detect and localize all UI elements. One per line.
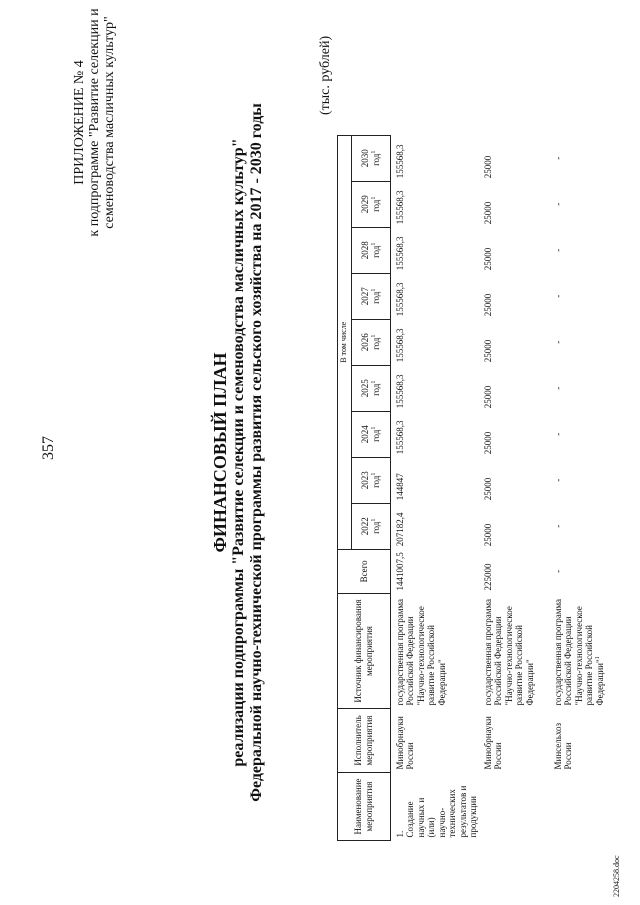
cell-year-value: 25000	[482, 477, 493, 501]
year-label: 2029	[360, 195, 370, 214]
footnote-mark: 1	[370, 288, 377, 292]
header-year	[351, 457, 390, 503]
year-label: 2026	[360, 333, 370, 352]
cell-year-value: -	[552, 432, 563, 436]
footnote-mark: 1	[370, 334, 377, 338]
appendix-note	[72, 0, 117, 245]
appendix-line1: ПРИЛОЖЕНИЕ № 4	[72, 60, 87, 185]
cell-year-value: 207182,4	[394, 512, 405, 547]
year-label: 2030	[360, 149, 370, 168]
cell-year-value: 155568,3	[394, 328, 405, 363]
header-year	[351, 227, 390, 273]
cell-year-value: -	[552, 524, 563, 528]
source-text: государственная программа Российской Федерации "Научно-технологическое развитие Российской Федерации"	[394, 598, 447, 706]
cell-executor: Минсельхоз России	[552, 722, 573, 770]
header-source: Источник финансирования мероприятия	[338, 594, 391, 709]
cell-year-value: 25000	[482, 293, 493, 317]
table-row	[481, 135, 551, 840]
year-suffix: год	[370, 521, 381, 534]
page-number: 357	[40, 436, 57, 460]
table-row	[551, 135, 621, 840]
cell-name	[390, 773, 481, 841]
year-suffix: год	[370, 291, 381, 304]
cell-year-value: -	[552, 386, 563, 390]
cell-year-value: 144847	[394, 473, 405, 501]
header-year	[351, 319, 390, 365]
year-suffix: год	[370, 475, 381, 488]
year-suffix: год	[370, 245, 381, 258]
footnote-mark: 1	[370, 196, 377, 200]
title-line2: реализации подпрограммы "Развитие селекции и семеноводства масличных культур"	[230, 138, 247, 767]
row-number: 1.	[394, 830, 405, 838]
cell-year-value: 155568,3	[394, 420, 405, 455]
cell-year-value: 25000	[482, 523, 493, 547]
row-name: Создание научных и (или) научно-технических результатов и продукции	[405, 785, 478, 838]
cell-year-value: -	[552, 248, 563, 252]
cell-year-value: -	[552, 294, 563, 298]
year-label: 2024	[360, 425, 370, 444]
cell-year-value: 25000	[482, 431, 493, 455]
header-year	[351, 365, 390, 411]
cell-executor: Минобрнауки России	[394, 716, 415, 770]
footnote-mark: 1	[370, 426, 377, 430]
footnote-mark: 1	[370, 150, 377, 154]
year-label: 2027	[360, 287, 370, 306]
header-including: В том числе	[338, 135, 352, 549]
cell-year-value: 155568,3	[394, 190, 405, 225]
cell-year-value: -	[552, 202, 563, 206]
cell-year-value: -	[552, 340, 563, 344]
header-executor: Исполнитель мероприятия	[338, 709, 391, 773]
cell-source	[481, 594, 551, 709]
footnote-mark: 1	[370, 380, 377, 384]
cell-year-value: 155568,3	[394, 144, 405, 179]
year-suffix: год	[370, 383, 381, 396]
year-suffix: год	[370, 199, 381, 212]
cell-year-value: 25000	[482, 201, 493, 225]
cell-name	[481, 773, 551, 841]
title-line3: Федеральной научно-технической программы развития сельского хозяйства на 2017 - 2030 годы	[248, 103, 265, 802]
document-title	[210, 0, 266, 905]
units-label: (тыс. рублей)	[318, 35, 333, 115]
year-label: 2028	[360, 241, 370, 260]
header-year	[351, 503, 390, 549]
header-year	[351, 273, 390, 319]
source-text: государственная программа Российской Федерации "Научно-технологическое развитие Российской Федерации"	[552, 598, 605, 706]
year-label: 2023	[360, 471, 370, 490]
cell-total: -	[552, 569, 563, 573]
cell-year-value: 155568,3	[394, 374, 405, 409]
header-year	[351, 181, 390, 227]
header-year	[351, 411, 390, 457]
year-suffix: год	[370, 429, 381, 442]
document-id: 2204258.doc	[612, 855, 621, 897]
cell-year-value: 25000	[482, 385, 493, 409]
footnote-mark: 1	[370, 242, 377, 246]
footnote-mark: 1	[370, 518, 377, 522]
footnote-mark: 1	[370, 472, 377, 476]
cell-year-value: 155568,3	[394, 282, 405, 317]
source-footnote: 1	[594, 656, 601, 660]
cell-executor: Минобрнауки России	[482, 716, 503, 770]
cell-total: 225000	[482, 563, 493, 591]
source-text: государственная программа Российской Федерации "Научно-технологическое развитие Российской Федерации"	[482, 598, 535, 706]
cell-source	[551, 594, 621, 709]
appendix-line3: семеноводства масличных культур"	[102, 16, 117, 229]
financial-plan-table	[337, 135, 621, 841]
header-total: Всего	[338, 549, 391, 593]
cell-total: 1441007,5	[394, 552, 405, 591]
year-label: 2022	[360, 517, 370, 536]
cell-name	[551, 773, 621, 841]
header-year	[351, 135, 390, 181]
cell-year-value: 25000	[482, 339, 493, 363]
cell-year-value: -	[552, 156, 563, 160]
header-name: Наименование мероприятия	[338, 773, 391, 841]
cell-year-value: 25000	[482, 247, 493, 271]
table-body	[390, 135, 621, 840]
year-label: 2025	[360, 379, 370, 398]
cell-year-value: -	[552, 478, 563, 482]
appendix-line2: к подпрограмме "Развитие селекции и	[87, 8, 102, 237]
title-heading: ФИНАНСОВЫЙ ПЛАН	[210, 352, 230, 553]
table-row	[390, 135, 481, 840]
cell-year-value: 155568,3	[394, 236, 405, 271]
cell-year-value: 25000	[482, 155, 493, 179]
year-suffix: год	[370, 153, 381, 166]
cell-source	[390, 594, 481, 709]
year-suffix: год	[370, 337, 381, 350]
